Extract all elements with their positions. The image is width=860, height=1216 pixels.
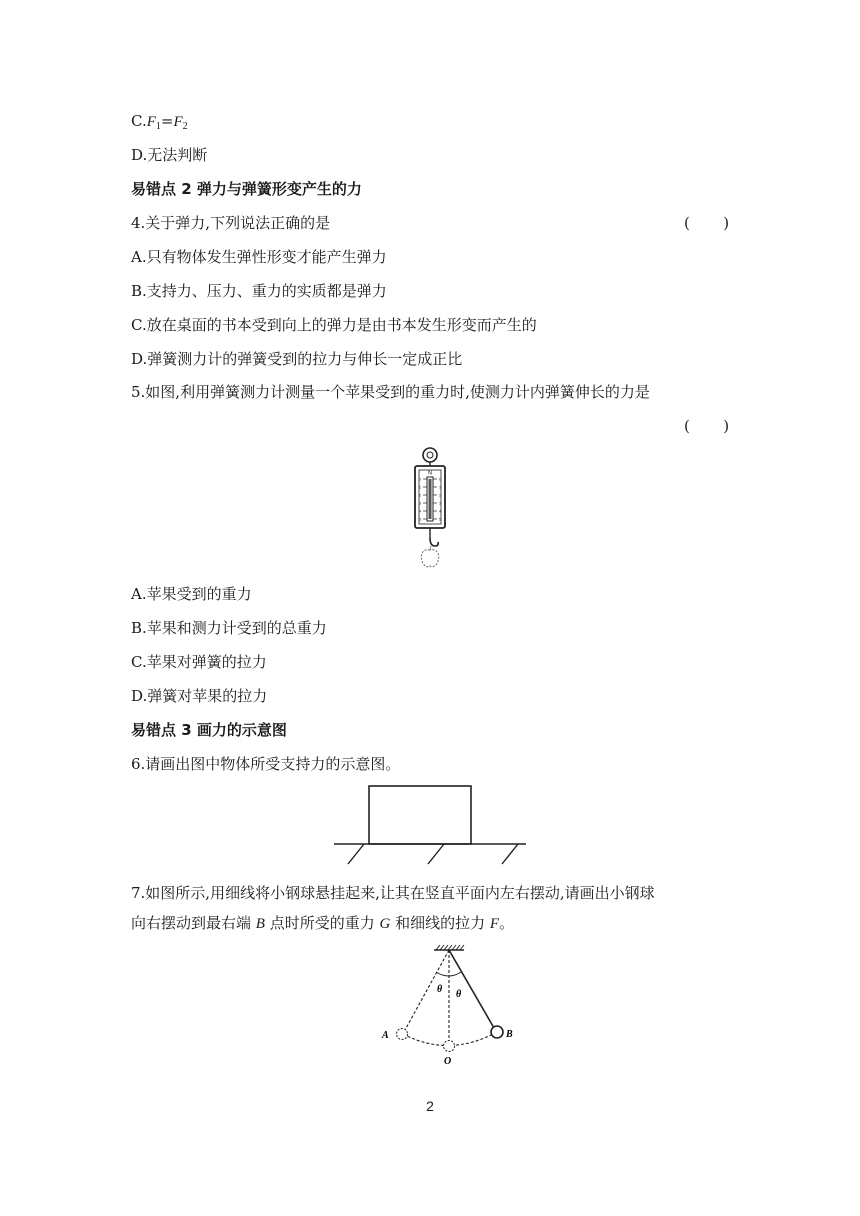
q5-option-c: C.苹果对弹簧的拉力 — [131, 653, 267, 671]
scale-tick-label: 1 — [438, 484, 442, 490]
scale-tick-label: 0 — [418, 476, 422, 482]
q4-option-a: A.只有物体发生弹性形变才能产生弹力 — [131, 248, 387, 266]
ground-hatch — [348, 844, 518, 864]
q4-answer-blank: ( ) — [684, 214, 730, 232]
scale-tick-label: 5 — [438, 516, 442, 522]
scale-tick-label: 4 — [438, 508, 442, 514]
q4-option-b: B.支持力、压力、重力的实质都是弹力 — [131, 282, 387, 300]
page-number: 2 — [426, 1098, 434, 1114]
scale-tick-label: 0 — [438, 476, 442, 482]
spring-scale-figure — [405, 446, 455, 574]
label-o: O — [444, 1056, 452, 1067]
q5-option-d: D.弹簧对苹果的拉力 — [131, 687, 268, 705]
q5-answer-blank: ( ) — [684, 417, 730, 435]
q7-stem-line2: 向右摆动到最右端 B 点时所受的重力 G 和细线的拉力 F。 — [131, 914, 515, 932]
section3-title: 易错点 3 画力的示意图 — [131, 721, 287, 739]
q7-stem-line1: 7.如图所示,用细线将小钢球悬挂起来,让其在竖直平面内左右摆动,请画出小钢球 — [131, 884, 655, 902]
q3-option-d: D.无法判断 — [131, 146, 208, 164]
block-on-ground-figure — [330, 782, 530, 872]
scale-tick-label: 5 — [418, 516, 422, 522]
section2-title: 易错点 2 弹力与弹簧形变产生的力 — [131, 180, 362, 198]
scale-tick-label: 2 — [418, 492, 422, 498]
q5-stem: 5.如图,利用弹簧测力计测量一个苹果受到的重力时,使测力计内弹簧伸长的力是 — [131, 383, 650, 401]
ball-o — [444, 1041, 455, 1052]
q6-stem: 6.请画出图中物体所受支持力的示意图。 — [131, 755, 401, 773]
apple-icon — [421, 550, 438, 567]
scale-tick-label: 2 — [438, 492, 442, 498]
q5-option-a: A.苹果受到的重力 — [131, 585, 252, 603]
scale-tick-label: 1 — [418, 484, 422, 490]
scale-tick-label: 4 — [418, 508, 422, 514]
block — [369, 786, 471, 844]
ball-b — [491, 1026, 503, 1038]
scale-tick-label: 3 — [418, 500, 422, 506]
pendulum-figure — [370, 942, 530, 1070]
q4-stem: 4.关于弹力,下列说法正确的是 — [131, 214, 331, 232]
unit-label: N — [428, 470, 432, 477]
label-a: A — [382, 1030, 389, 1041]
hook-icon — [430, 538, 438, 546]
theta-right-label: θ — [456, 989, 462, 1000]
q4-option-d: D.弹簧测力计的弹簧受到的拉力与伸长一定成正比 — [131, 350, 463, 368]
q3-option-c: $C.F_1=F_2$ — [131, 112, 188, 132]
top-ring-icon — [423, 448, 437, 462]
ball-a — [397, 1029, 408, 1040]
q5-option-b: B.苹果和测力计受到的总重力 — [131, 619, 327, 637]
scale-tick-label: 3 — [438, 500, 442, 506]
string-left-dashed — [405, 950, 449, 1030]
q4-option-c: C.放在桌面的书本受到向上的弹力是由书本发生形变而产生的 — [131, 316, 537, 334]
label-b: B — [506, 1029, 513, 1040]
theta-left-label: θ — [437, 984, 443, 995]
